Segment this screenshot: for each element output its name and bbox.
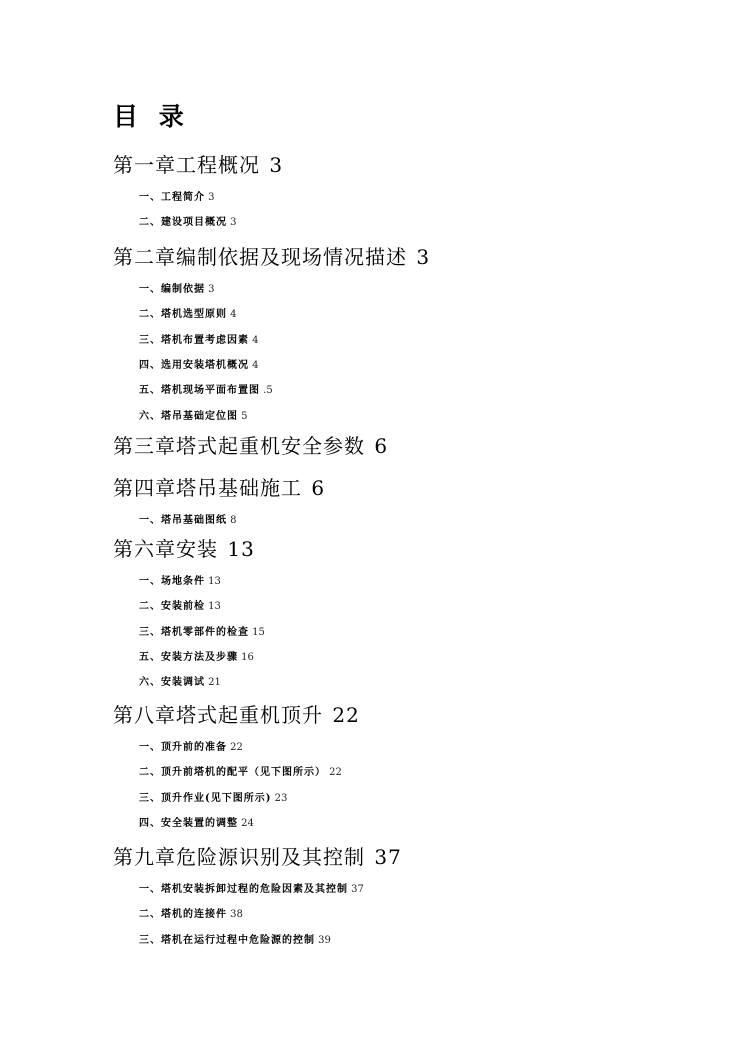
toc-section[interactable] xyxy=(139,384,273,398)
section-title: 三、塔机零部件的检查 xyxy=(139,627,249,638)
toc-section[interactable] xyxy=(139,334,259,348)
chapter-title: 第三章塔式起重机安全参数 xyxy=(113,434,365,458)
chapter-title: 第八章塔式起重机顶升 xyxy=(113,703,323,727)
chapter-page-number: 6 xyxy=(367,434,389,458)
section-page-number: 4 xyxy=(249,335,259,346)
section-title: 二、塔机的连接件 xyxy=(139,909,227,920)
toc-section[interactable] xyxy=(139,792,287,806)
toc-chapter[interactable] xyxy=(113,245,430,269)
section-title: 四、安全装置的调整 xyxy=(139,818,238,829)
toc-section[interactable] xyxy=(139,514,237,528)
section-page-number: 24 xyxy=(238,818,254,829)
toc-section[interactable] xyxy=(139,651,254,665)
section-title: 二、顶升前塔机的配平（见下图所示） xyxy=(139,767,326,778)
section-page-number: 3 xyxy=(205,192,215,203)
chapter-title: 第六章安装 xyxy=(113,537,218,561)
toc-chapter[interactable] xyxy=(113,537,255,561)
section-title: 三、塔机在运行过程中危险源的控制 xyxy=(139,935,315,946)
toc-section[interactable] xyxy=(139,908,243,922)
toc-chapter[interactable] xyxy=(113,153,283,177)
section-page-number: 22 xyxy=(326,767,342,778)
chapter-page-number: 3 xyxy=(262,153,284,177)
section-title: 三、顶升作业(见下图所示) xyxy=(139,793,272,804)
section-title: 一、场地条件 xyxy=(139,576,205,587)
section-title: 一、工程简介 xyxy=(139,192,205,203)
section-title: 三、塔机布置考虑因素 xyxy=(139,335,249,346)
toc-section[interactable] xyxy=(139,883,364,897)
toc-section[interactable] xyxy=(139,359,259,373)
section-page-number: 4 xyxy=(249,360,259,371)
section-title: 一、编制依据 xyxy=(139,284,205,295)
section-page-number: 23 xyxy=(271,793,288,804)
section-title: 一、塔机安装拆卸过程的危险因素及其控制 xyxy=(139,884,348,895)
section-page-number: 16 xyxy=(238,652,254,663)
toc-section[interactable] xyxy=(139,410,248,424)
toc-section[interactable] xyxy=(139,934,331,948)
section-page-number: 5 xyxy=(238,411,248,422)
toc-section[interactable] xyxy=(139,308,237,322)
toc-chapter[interactable] xyxy=(113,476,325,500)
section-page-number: 21 xyxy=(205,677,221,688)
chapter-title: 第一章工程概况 xyxy=(113,153,260,177)
chapter-title: 第九章危险源识别及其控制 xyxy=(113,845,365,869)
chapter-page-number: 13 xyxy=(220,537,255,561)
section-page-number: 3 xyxy=(205,284,215,295)
section-title: 五、安装方法及步骤 xyxy=(139,652,238,663)
toc-section[interactable] xyxy=(139,626,265,640)
section-page-number: 37 xyxy=(348,884,364,895)
chapter-title: 第二章编制依据及现场情况描述 xyxy=(113,245,407,269)
section-page-number: 4 xyxy=(227,309,237,320)
section-page-number: 13 xyxy=(205,601,221,612)
chapter-page-number: 6 xyxy=(304,476,326,500)
section-title: 一、顶升前的准备 xyxy=(139,742,227,753)
section-page-number: 38 xyxy=(227,909,243,920)
section-title: 一、塔吊基础图纸 xyxy=(139,515,227,526)
section-title: 六、安装调试 xyxy=(139,677,205,688)
chapter-page-number: 37 xyxy=(367,845,402,869)
toc-section[interactable] xyxy=(139,283,215,297)
chapter-page-number: 22 xyxy=(325,703,360,727)
section-page-number: 15 xyxy=(249,627,265,638)
section-page-number: 39 xyxy=(315,935,331,946)
toc-section[interactable] xyxy=(139,741,243,755)
section-title: 二、塔机选型原则 xyxy=(139,309,227,320)
toc-chapter[interactable] xyxy=(113,845,402,869)
toc-chapter[interactable] xyxy=(113,434,388,458)
toc-section[interactable] xyxy=(139,766,342,780)
toc-chapter[interactable] xyxy=(113,703,360,727)
chapter-page-number: 3 xyxy=(409,245,431,269)
section-title: 二、安装前检 xyxy=(139,601,205,612)
toc-section[interactable] xyxy=(139,817,254,831)
section-title: 四、选用安装塔机概况 xyxy=(139,360,249,371)
toc-section[interactable] xyxy=(139,600,221,614)
section-title: 六、塔吊基础定位图 xyxy=(139,411,238,422)
section-page-number: 13 xyxy=(205,576,221,587)
chapter-title: 第四章塔吊基础施工 xyxy=(113,476,302,500)
toc-section[interactable] xyxy=(139,575,221,589)
toc-section[interactable] xyxy=(139,216,237,230)
section-page-number: 22 xyxy=(227,742,243,753)
toc-title: 目 录 xyxy=(113,102,190,131)
toc-section[interactable] xyxy=(139,191,215,205)
section-page-number: .5 xyxy=(260,385,273,396)
section-page-number: 8 xyxy=(227,515,237,526)
section-title: 二、建设项目概况 xyxy=(139,217,227,228)
section-title: 五、塔机现场平面布置图 xyxy=(139,385,260,396)
toc-section[interactable] xyxy=(139,676,221,690)
section-page-number: 3 xyxy=(227,217,237,228)
